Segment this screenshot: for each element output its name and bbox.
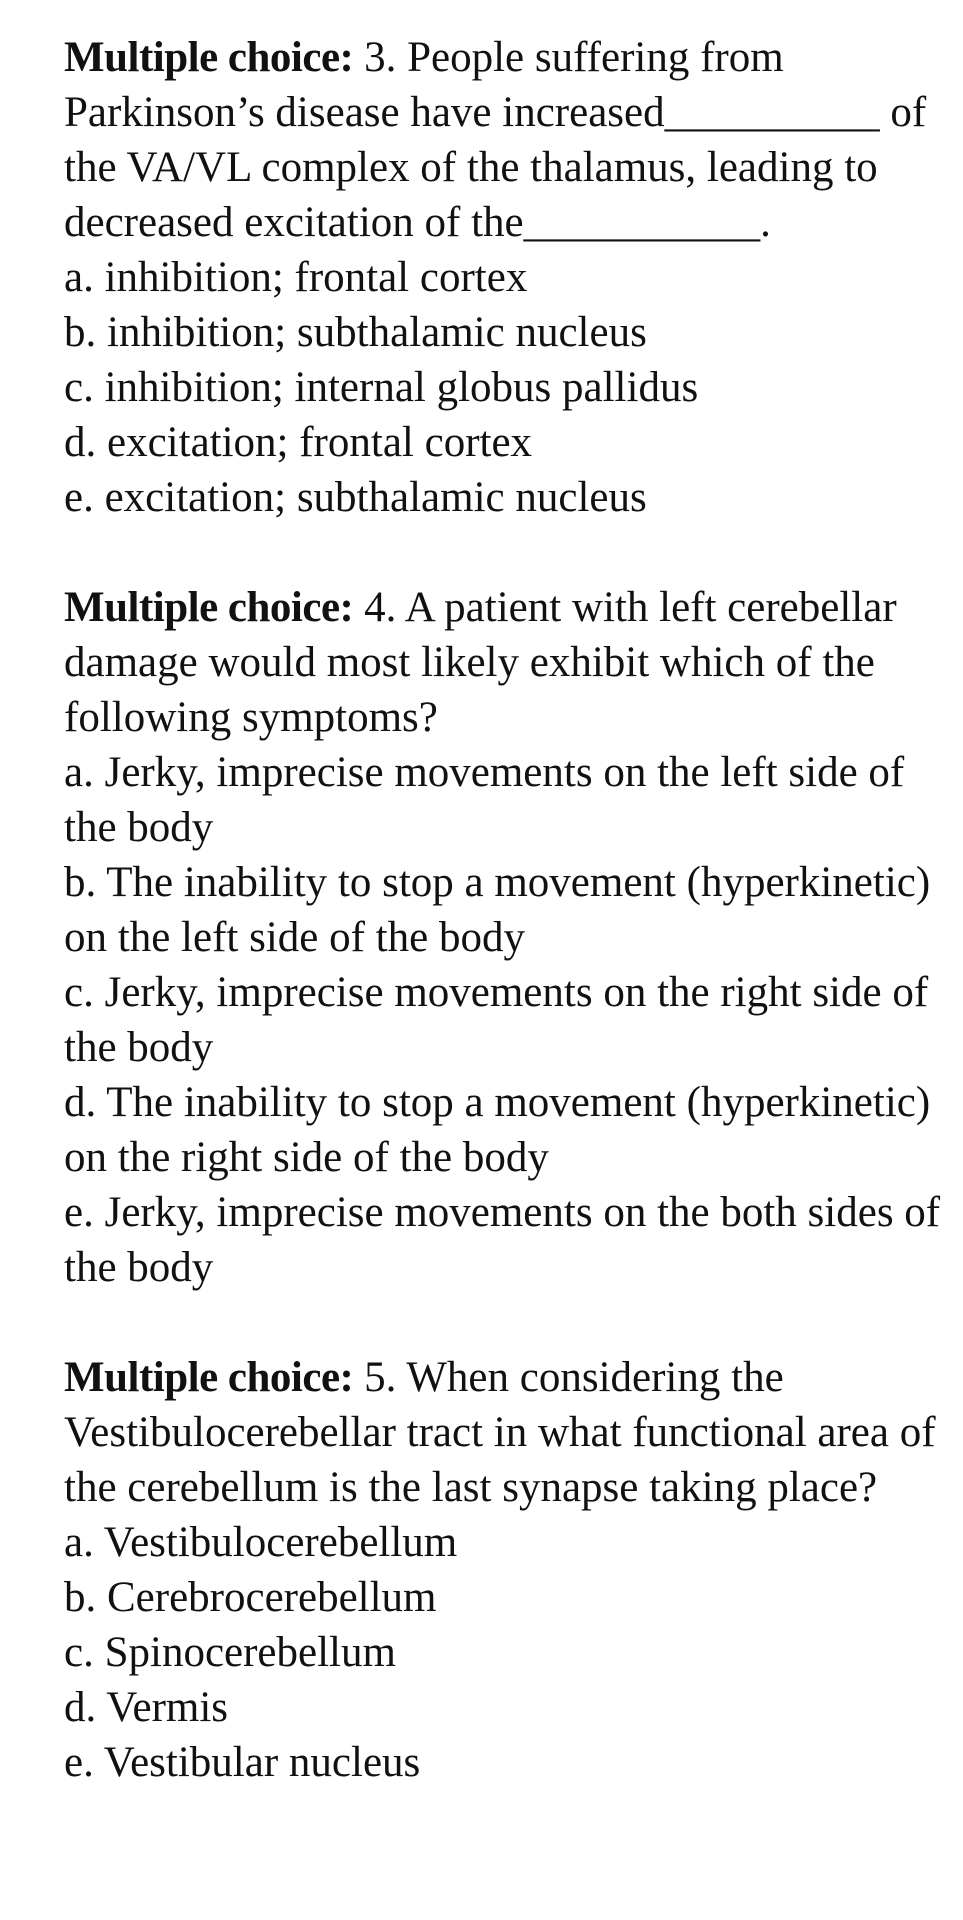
option-c: c. inhibition; internal globus pallidus xyxy=(64,364,699,411)
option-c: c. Jerky, imprecise movements on the right side of the body xyxy=(64,969,929,1071)
question-3 xyxy=(64,30,944,525)
question-stem xyxy=(64,580,944,745)
document-page xyxy=(64,30,944,1790)
option-b: b. The inability to stop a movement (hyperkinetic) on the left side of the body xyxy=(64,859,931,961)
option-e: e. excitation; subthalamic nucleus xyxy=(64,474,647,521)
option-d: d. excitation; frontal cortex xyxy=(64,419,533,466)
option-a: a. Vestibulocerebellum xyxy=(64,1519,458,1566)
option-e: e. Jerky, imprecise movements on the both sides of the body xyxy=(64,1189,941,1291)
option-d: d. The inability to stop a movement (hyperkinetic) on the right side of the body xyxy=(64,1079,931,1181)
question-stem xyxy=(64,30,944,250)
question-type-label: Multiple choice: xyxy=(64,34,354,81)
question-text: 4. A patient with left cerebellar damage would most likely exhibit which of the following symptoms? xyxy=(64,584,897,741)
option-b: b. inhibition; subthalamic nucleus xyxy=(64,309,647,356)
question-text: 3. People suffering from Parkinson’s disease have increased__________ of the VA/VL complex of the thalamus, leading to decreased excitation of the___________. xyxy=(64,34,927,246)
question-type-label: Multiple choice: xyxy=(64,1354,354,1401)
option-b: b. Cerebrocerebellum xyxy=(64,1574,437,1621)
question-text: 5. When considering the Vestibulocerebellar tract in what functional area of the cerebellum is the last synapse taking place? xyxy=(64,1354,936,1511)
question-stem xyxy=(64,1350,944,1515)
option-e: e. Vestibular nucleus xyxy=(64,1739,421,1786)
question-4 xyxy=(64,580,944,1295)
option-c: c. Spinocerebellum xyxy=(64,1629,396,1676)
option-a: a. Jerky, imprecise movements on the left side of the body xyxy=(64,749,905,851)
question-type-label: Multiple choice: xyxy=(64,584,354,631)
option-a: a. inhibition; frontal cortex xyxy=(64,254,528,301)
option-d: d. Vermis xyxy=(64,1684,229,1731)
question-5 xyxy=(64,1350,944,1790)
